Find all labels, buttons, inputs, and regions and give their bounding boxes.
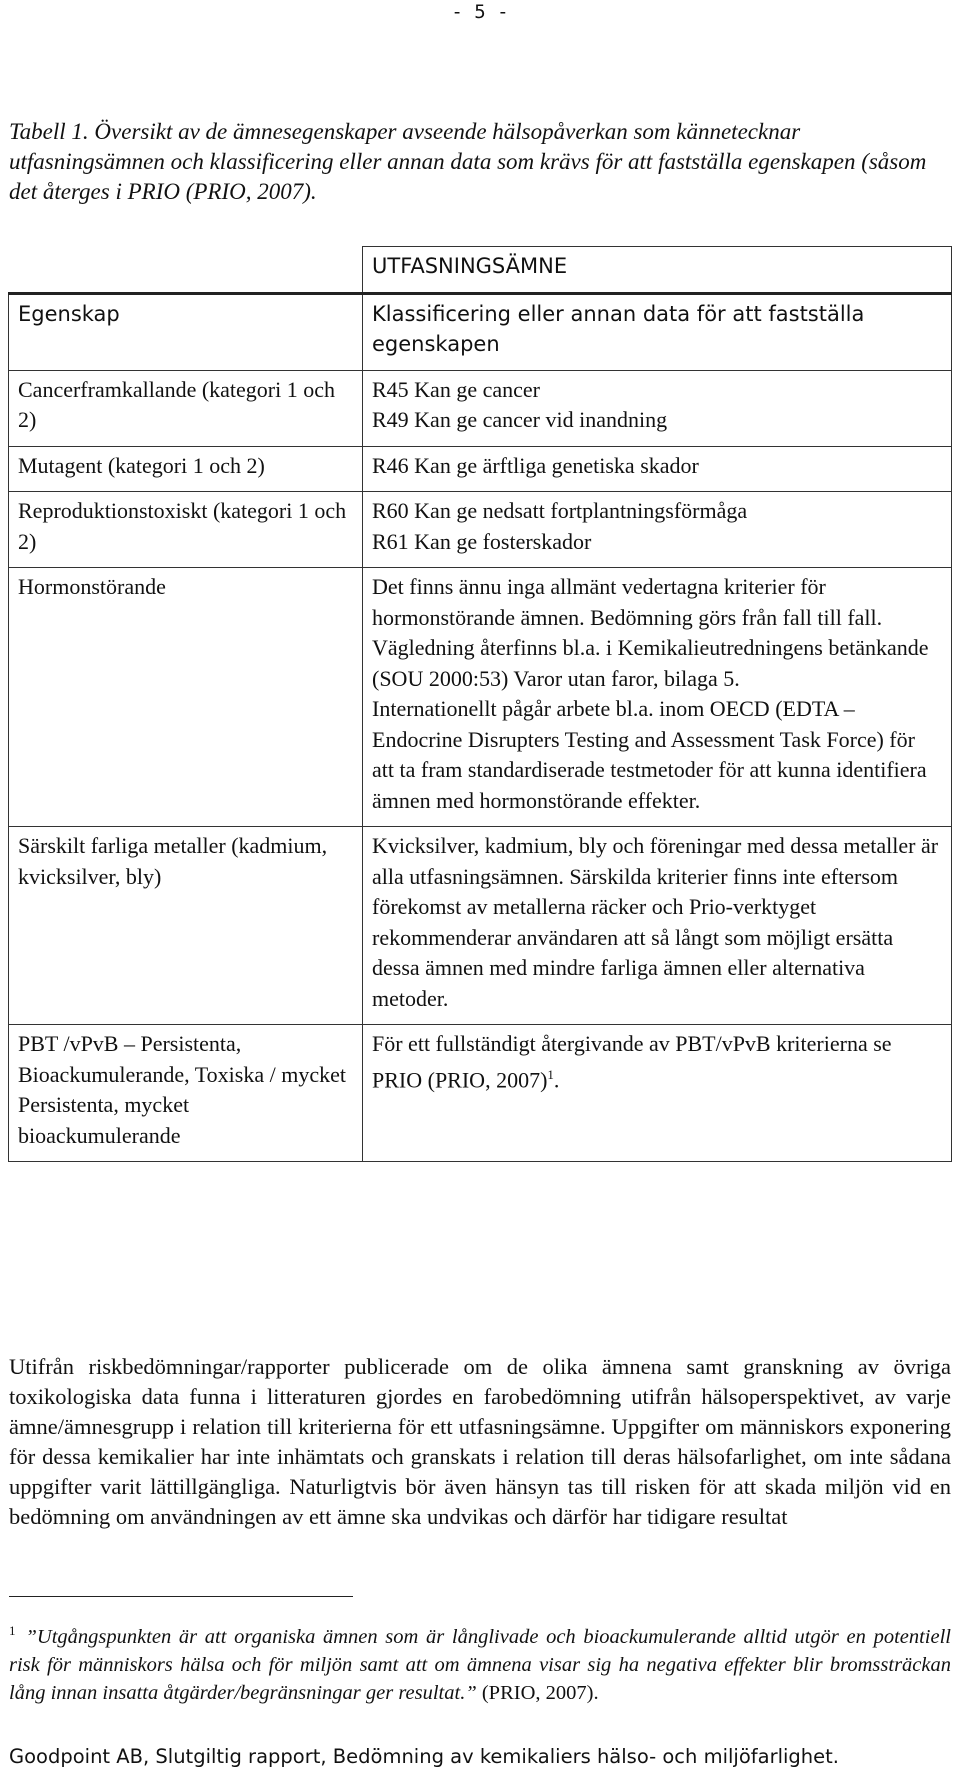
col-header-property: Egenskap xyxy=(9,293,363,370)
footnote xyxy=(9,1617,951,1707)
table-row xyxy=(9,1025,952,1162)
classification-cell xyxy=(363,568,952,827)
footnote-divider xyxy=(9,1596,353,1597)
property-cell: Särskilt farliga metaller (kadmium, kvicksilver, bly) xyxy=(9,827,363,1025)
classification-cell xyxy=(363,827,952,1025)
table-row xyxy=(9,370,952,446)
col-header-classification: Klassificering eller annan data för att fastställa egenskapen xyxy=(363,293,952,370)
classification-line: R46 Kan ge ärftliga genetiska skador xyxy=(372,452,699,478)
table-row xyxy=(9,568,952,827)
classification-cell xyxy=(363,492,952,568)
table-header-row xyxy=(9,293,952,370)
classification-cell xyxy=(363,1025,952,1162)
properties-table xyxy=(8,246,952,1162)
classification-cell xyxy=(363,370,952,446)
property-cell: Hormonstörande xyxy=(9,568,363,827)
classification-text: För ett fullständigt återgivande av PBT/vPvB kriterierna se PRIO (PRIO, 2007) xyxy=(372,1031,892,1092)
footnote-source: (PRIO, 2007). xyxy=(476,1681,599,1704)
footnote-mark: 1 xyxy=(9,1623,16,1638)
group-header: UTFASNINGSÄMNE xyxy=(363,247,952,294)
running-footer: Goodpoint AB, Slutgiltig rapport, Bedömning av kemikaliers hälso- och miljöfarlighet. xyxy=(9,1745,839,1768)
classification-line: R49 Kan ge cancer vid inandning xyxy=(372,407,668,432)
classification-cell xyxy=(363,446,952,492)
property-cell: PBT /vPvB – Persistenta, Bioackumulerande, Toxiska / mycket Persistenta, mycket bioackumulerande xyxy=(9,1025,363,1162)
table-row xyxy=(9,446,952,492)
body-paragraph: Utifrån riskbedömningar/rapporter publicerade om de olika ämnena samt granskning av övriga toxikologiska data funna i litteraturen gjordes en farobedömning utifrån hälsoperspektivet, av varje ämne/ämnesgrupp i relation till kriterierna för ett utfasningsämne. Uppgifter om människors exponering för dessa kemikalier har inte inhämtats och granskats i relation till deras hälsofarlighet, om inte sådana uppgifter varit lättillgängliga. Naturligtvis bör även hänsyn tas till risken för att skada miljön vid en bedömning om användningen av ett ämne ska undvikas och därför har tidigare resultat xyxy=(9,1354,951,1529)
table-row xyxy=(9,827,952,1025)
table-row xyxy=(9,492,952,568)
classification-line: Internationellt pågår arbete bl.a. inom OECD (EDTA – Endocrine Disrupters Testing and Assessment Task Force) för att ta fram standardiserade testmetoder för att kunna identifiera ämnen med hormonstörande effekter. xyxy=(372,696,927,813)
classification-line: Kvicksilver, kadmium, bly och föreningar med dessa metaller är alla utfasningsämnen. Särskilda kriterier finns inte eftersom förekomst av metallerna räcker och Prio-verktyget rekommenderar användaren att så långt som möjligt ersätta dessa ämnen med mindre farliga ämnen eller alternativa metoder. xyxy=(372,833,939,1011)
empty-header-cell xyxy=(9,247,363,294)
classification-line: R45 Kan ge cancer xyxy=(372,376,540,402)
property-cell: Cancerframkallande (kategori 1 och 2) xyxy=(9,370,363,446)
footnote-quote: ”Utgångspunkten är att organiska ämnen som är långlivade och bioackumulerande alltid utgör en potentiell risk för människors hälsa och för miljön samt att om ämnena visar sig ha negativa effekter blir bromssträckan lång innan insatta åtgärder/begränsningar ger resultat.” xyxy=(9,1625,951,1704)
classification-line: R61 Kan ge fosterskador xyxy=(372,528,592,554)
footnote-reference[interactable]: 1 xyxy=(547,1066,554,1082)
property-cell: Reproduktionstoxiskt (kategori 1 och 2) xyxy=(9,492,363,568)
classification-text-end: . xyxy=(553,1066,560,1092)
classification-line: Det finns ännu inga allmänt vedertagna kriterier för hormonstörande ämnen. Bedömning görs från fall till fall. Vägledning återfinns bl.a. i Kemikalieutredningens betänkande (SOU 2000:53) Varor utan faror, bilaga 5. xyxy=(372,574,929,691)
table-group-header-row xyxy=(9,247,952,294)
classification-line: R60 Kan ge nedsatt fortplantningsförmåga xyxy=(372,498,748,523)
property-cell: Mutagent (kategori 1 och 2) xyxy=(9,446,363,492)
page-number: - 5 - xyxy=(451,1,509,23)
table-caption: Tabell 1. Översikt av de ämnesegenskaper avseende hälsopåverkan som kännetecknar utfasningsämnen och klassificering eller annan data som krävs för att fastställa egenskapen (såsom det återges i PRIO (PRIO, 2007). xyxy=(9,119,927,204)
